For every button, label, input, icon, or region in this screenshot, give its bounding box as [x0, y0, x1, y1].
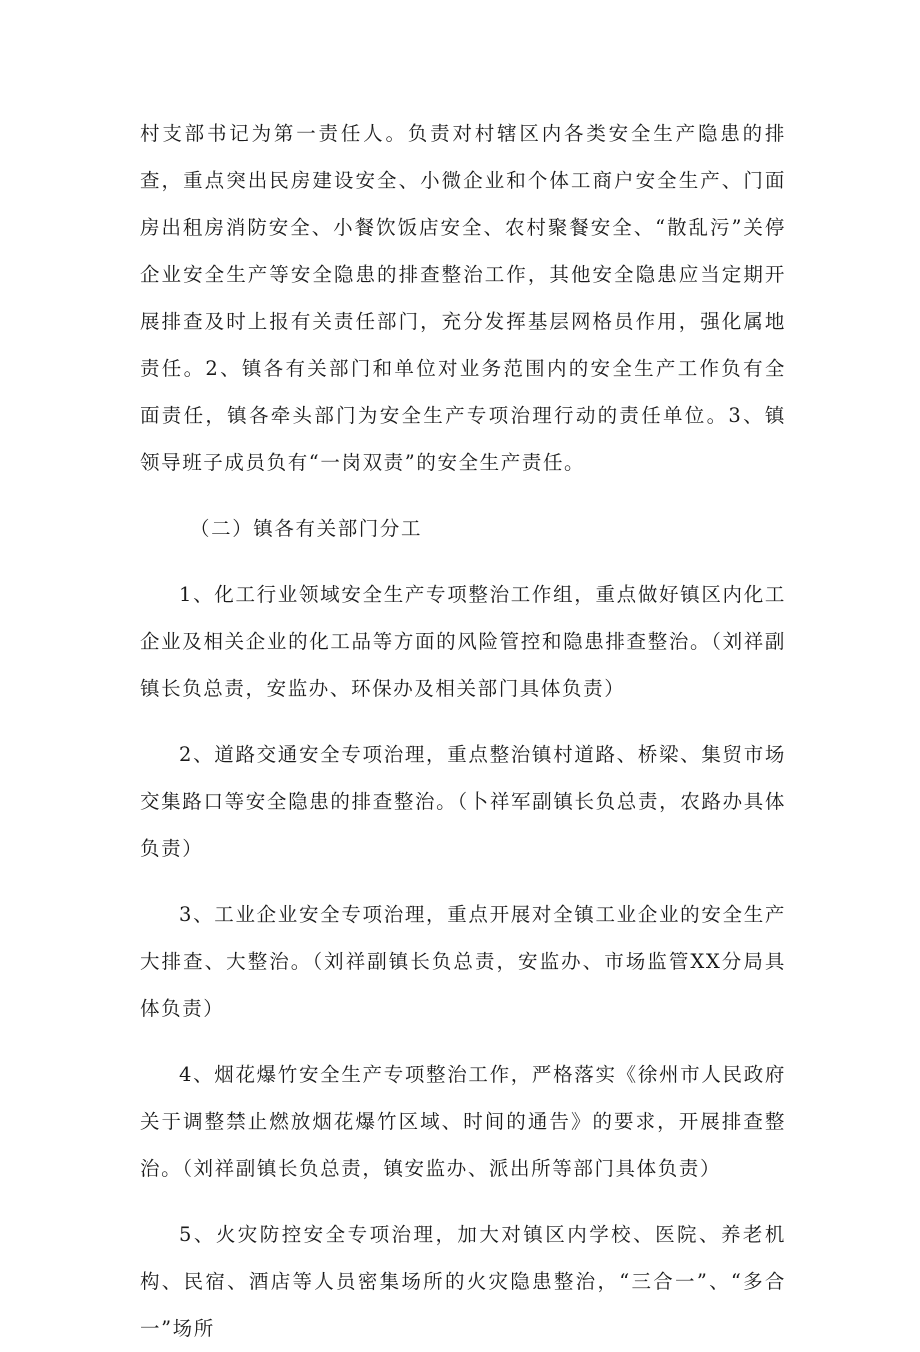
paragraph-chemical-industry: 1、化工行业领域安全生产专项整治工作组，重点做好镇区内化工企业及相关企业的化工品等方面的风险管控和隐患排查整治。（刘祥副镇长负总责，安监办、环保办及相关部门具体负责） [140, 583, 786, 700]
paragraph-industrial-enterprise: 3、工业企业安全专项治理，重点开展对全镇工业企业的安全生产大排查、大整治。（刘祥副镇长负总责，安监办、市场监管XX分局具体负责） [140, 903, 786, 1020]
paragraph-fireworks: 4、烟花爆竹安全生产专项整治工作，严格落实《徐州市人民政府关于调整禁止燃放烟花爆竹区域、时间的通告》的要求，开展排查整治。（刘祥副镇长负总责，镇安监办、派出所等部门具体负责） [140, 1063, 786, 1180]
paragraph-fire-prevention: 5、火灾防控安全专项治理，加大对镇区内学校、医院、养老机构、民宿、酒店等人员密集场所的火灾隐患整治，“三合一”、“多合一”场所 [140, 1223, 786, 1340]
section-heading-department-division: （二）镇各有关部门分工 [190, 517, 423, 540]
document-body [140, 110, 786, 1352]
paragraph-road-traffic: 2、道路交通安全专项治理，重点整治镇村道路、桥梁、集贸市场交集路口等安全隐患的排查整治。（卜祥军副镇长负总责，农路办具体负责） [140, 743, 786, 860]
paragraph-responsibility-continued: 村支部书记为第一责任人。负责对村辖区内各类安全生产隐患的排查，重点突出民房建设安全、小微企业和个体工商户安全生产、门面房出租房消防安全、小餐饮饭店安全、农村聚餐安全、“散乱污”关停企业安全生产等安全隐患的排查整治工作，其他安全隐患应当定期开展排查及时上报有关责任部门，充分发挥基层网格员作用，强化属地责任。2、镇各有关部门和单位对业务范围内的安全生产工作负有全面责任，镇各牵头部门为安全生产专项治理行动的责任单位。3、镇领导班子成员负有“一岗双责”的安全生产责任。 [140, 122, 786, 474]
